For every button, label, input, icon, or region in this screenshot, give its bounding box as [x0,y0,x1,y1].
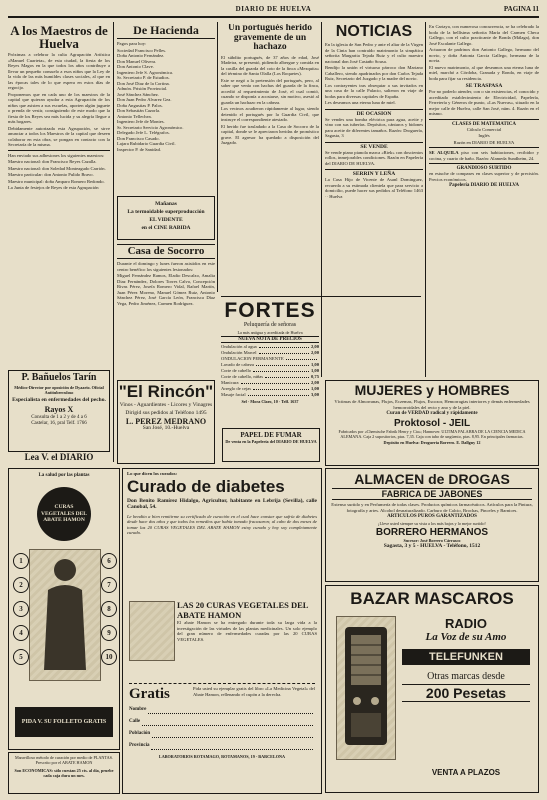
paragraph: En Cartaya, con numerosa concurrencia, se ha celebrado la boda de la bellísima señorita María del Carmen Checa Gallego, con el culto practicante de Bonda (Málaga), don José Escalante Gallego. [429,24,539,46]
mujeres-ad [325,380,539,466]
paragraph: Maestro particular: don Antonio Pulido Bravo. [8,172,94,177]
notice-line: en el CINE RABIDA [141,225,191,231]
coupon-head [8,752,120,794]
form-line[interactable] [148,705,313,714]
bazar-copy [398,616,534,756]
ad-spec: Especialista en enfermedades del pecho. [12,397,106,403]
price-item: Lavado de cabeza [221,361,254,367]
cura-number: 7 [101,577,117,593]
paragraph: Los vecinos acudieron rápidamente al lugar, siendo detenido el portugués por la Guardia Civil, que instruye el correspondiente atestado. [221,106,319,122]
payee-item: Sr. Secretario P. de Estudios. [117,75,170,80]
curado-ad [122,468,322,794]
ad-rule [325,109,423,110]
cura-number: 3 [13,601,29,617]
ad-hours: Consulta de 1 a 2 y de 4 a 6 [31,414,87,420]
payee-item: Don Francisco Casado. [117,135,160,141]
ad-sub2: La más antigua y acreditada de Huelva [237,329,303,335]
papel-ad [222,428,320,462]
payee-item: Don Manuel Olivera. [117,58,157,64]
ad-address: Castelar, 16, pral Telf. 1766 [31,421,87,426]
price-item: Corte de cabello, niñas [221,373,264,379]
paragraph: Maestro nacional: don Francisco Reyes Cazalla. [8,159,97,164]
ad-subtitle: FABRICA DE JABONES [332,488,532,500]
gratis-title: Gratis [129,686,170,702]
ad-owner: L. PEREZ MEDRANO [125,417,207,426]
notice-line: Mañanas [155,201,177,207]
classified-ads [325,109,423,200]
grandioso-title: GRANDIOSO SURTIDO [456,166,512,171]
article-title: Casa de Socorro [117,244,215,259]
radio-icon [337,617,395,759]
ad-successor: Sucesor: José Borrero Cárrasco [403,537,461,543]
form-label: Provincia [129,743,150,748]
gratis-coupon [129,683,315,788]
paragraph: Maestro municipal: doña Amparo Romero Redondo. [8,178,105,184]
ad-footer: VENTA A PLAZOS [431,768,501,777]
ad-made: Fabricados por «Chemische Fabrik Henry y Cia»; Hannover. ULTIMA PALABRA DE LA CIENCIA MEDICA ALEMANA. Caja 2 supositorios, ptas. 7,35. Caja con tubo de ungüento, ptas. 8,95. En principales farmacias. [338,428,526,439]
rincon-ad [117,380,215,464]
ad-title: SE VENDE [360,143,388,150]
article-title: Un portugués herido gravemente de un hachazo [228,24,312,52]
maths-line: Inglés [478,133,490,138]
maths-lines [429,127,539,146]
grandioso-text: en estuche de compases en clases superior y de precisión. Precios económicos. [429,171,539,182]
payee-item: Antonio Tellechea. [117,113,152,119]
ad-guaranteed: ARTICULOS PUROS GARANTIZADOS [387,514,477,519]
abate-poster [8,468,120,750]
paragraph: Maestro nacional: don Soledad Monteagudo Carrión. [8,165,106,171]
ad-title: PAPEL DE FUMAR [240,431,302,439]
ad-line2: Dirigid sus pedidos al Teléfono 1495 [125,409,207,416]
poster-bottom: PIDA V. SU FOLLETO GRATIS [15,707,113,737]
article-title: De Hacienda [117,24,215,39]
traspasa-title: SE TRASPASA [465,83,503,89]
ad-text: Extenso surtido y en Perfumería de todas clases. Productos químicos farmacéuticos. Artículos para la Pintura, fotografía y artes. Alcohol desnaturalizado. Carburo de Calcio, Brochas, Pinceles y Barnices. [331,502,533,513]
payee-item: Inspector P. de Sanidad. [117,146,162,152]
price-item: Manicura [221,379,239,385]
maths-line: Cálculo Comercial [466,126,502,132]
ad-title: BAZAR MASCAROS [350,589,514,608]
paragraph: Este se negó a la pretensión del portugués, pero, al saber que venía con hachas del guarda de la finca, accedió al requerimiento de José, el cual comió, cuando se disponía a acostarse, sin motivo, asestó al guarda un hachazo en la cabeza. [221,77,319,105]
article-intro: Pagos para hoy: [117,41,147,46]
payee-item: Doña Angustias P. Palos. [117,102,163,108]
cura-number: 1 [13,553,29,569]
ad-quote: Le bendito a bien remitirme su certificado de curación en el cual hace constar que sufría de diabetes desde hace dos años y que todos los remedios que había tomado fracasaron; al cabo de dos meses de tomar las 20 CURAS VEGETALES DEL ABATE HAMON estoy curado y hoy soy completamente curado. [127,513,317,535]
ad-address: Sagasta, 3 y 5 - HUELVA - Teléfono, 1512 [383,542,481,549]
price-list-title: NUEVA NOTA DE PRECIOS [221,336,319,343]
payee-item: Doña Antonio Fernández. [117,53,165,58]
paragraph: El nuevo matrimonio, al que deseamos una eterna luna de miel, marchó a Córdoba, Granada y Ronda, en viaje de boda para fijar su residencia. [429,64,539,81]
person-illustration [29,549,101,681]
ad-address: LABORATORIOS ROTAMAGO, ROTAMANOS, 19 - BARCELONA [158,754,286,759]
ad-address: Sel · Mora Claro, 10 · Telf. 1637 [241,398,299,404]
ad-slogan: ¡Lleve usted siempre su vista a los más bajos y lo mejor surtido! [378,520,486,526]
ad-kicker: Lo que dicen los curados: [127,471,178,476]
ad-curar: Curan de VERDAD radical y rápidamente [386,411,478,416]
ad-rays: Rayos X [44,404,74,414]
payee-item: Don José Diaz de la Cortina. [117,80,170,86]
paragraph: La Junta de festejos de Reyes de esta Agrupación [8,185,99,190]
ad-text: Víctimas de Almorranas, Flujos, Eczemas, Flujos, Escozor, Hemorragias interiores y demás enfermedades hemorroidales del recto y ano y de la piel. [334,399,530,410]
column-rule [113,22,114,462]
ad-text: Se vende piano pianola marca «Riek» con doscientos rollos, inmejorables condiciones. Razón en Papelería del DIARIO DE HUELVA. [325,149,423,166]
ad-text: Se vendes una bomba eléctrica para agua, aceite y vino con sus tuberías. Depósitos, cántaros y bidones para aceite de diferentes tamaños. Razón: Droguería, Sagasta, 3 [325,116,423,138]
payee-item: José Sánchez Sánchez. [117,91,159,97]
cine-notice [117,196,215,240]
payee-item: Don Antonio Clave. [117,64,154,69]
paragraph: Les deseamos una eterna luna de miel. [325,100,396,105]
article-title: A los Maestros de Huelva [10,24,108,51]
article-body [325,42,423,106]
price-item: Ondulación al agua [221,343,257,349]
paragraph: El herido fue trasladado a la Casa de Socorro de la capital, donde se le apreciaron heridas de pronóstico grave. El agresor ha quedado a disposición del Juzgado. [221,123,319,145]
gratis-text: Pida usted su ejemplar gratis del libro «La Medicina Vegetal» del Abate Hamon, rellenando el cupón a la derecha. [193,686,315,697]
newspaper-title: DIARIO DE HUELVA [235,5,312,13]
price-item: Corte de cabello [221,367,252,373]
payee-item: Ingeniero Jefe S. Agronómica. [117,69,174,75]
column-notices [429,24,539,374]
price-item: ONDULACION PERMANENTE [221,355,284,361]
ad-desc: Médico-Director por oposición de Dyaario. Oficial Antituberculoso [14,385,104,395]
ad-title: "El Rincón" [118,382,214,401]
figure-icon [30,550,100,680]
article-names: Miguel Fernández Ramos, Eladio Descalzo, Amalia Diaz Fernández, Dolores Torres Calvo, Concepción Rivas Pérez, Josefa Romero Vidal, Rafael Martín, Juan Pérez Moreno, Manuel Gómez Ruiz, Antonio Sánchez Pérez, José García León, Francisca Díaz Vega, Pedro Jiménez, Carmen Rodríguez. [117,273,215,306]
paragraph: Actuaron de padrinos don Antonio Gallego, hermano del novio, y doña Antonia Garcia Gallego, hermana de la novia. [429,47,539,63]
price-value: 1,00 [310,361,319,367]
price-value: 2,00 [310,349,319,355]
price-row [221,392,319,398]
paragraph: Bendijo la unión el virtuoso párroco don Mariano Caballero, siendo apadrinados por don Carlos Tejada Ruiz, Secretario del Juzgado y la madre del novio. [325,65,423,81]
payee-item: Lajara Rubidario Guardia Civil. [117,141,176,146]
form-line[interactable] [142,717,313,726]
drogas-ad [325,468,539,582]
ad-label1: RADIO [445,616,487,631]
ad-text: La Casa Hijo de Vicente de Asanl Dominguez, recuerda a su estimada clientela que para servicio a domicilio, puede hacer sus pedidos al Teléfono 1463 ·· Huelva [325,177,423,199]
fortes-ad [221,300,319,425]
ad-label2: La Voz de su Amo [425,631,507,643]
ad-title: MUJERES y HOMBRES [354,382,510,398]
cura-number: 8 [101,601,117,617]
price-item: Arreglo de cejas [221,385,252,391]
form-row [129,741,315,751]
curas-title: LAS 20 CURAS VEGETALES DEL ABATE HAMON [177,601,309,620]
bazar-ad [325,585,539,793]
article-body [8,52,110,148]
cura-number: 4 [13,625,29,641]
price-item: Ondulación Marcel [221,349,257,355]
paragraph: Próximas a celebrar la culta Agrupación Artística «Manuel Cuarteta», de esta ciudad, la fiesta de los Reyes Magos en la que todos los años contribuye a llevar un pequeño consuelo a esos niños que la Ley de la vida de las más humildes clases sociales, al que en las épocas tales de lo que espera en estos días de regocijo. [8,52,110,90]
payee-item: Delegado Jefe L. Telégrafos. [117,130,170,135]
maths-line: Razón en DIARIO DE HUELVA [453,139,515,145]
column-rule [321,22,322,377]
paragraph: Debidamente autorizada esta Agrupación, se sirve anunciar a todos los Maestros de la capital que deseen colaborar en esta obra, se pongan en contacto con la Secretaría de la misma. [8,125,110,147]
curas-text: El abate Hamon se ha entregado durante toda su larga vida a la investigación de las virtudes de las plantas medicinales. Un solo ejemplo del gran número de enfermedades curadas por las 20 CURAS VEGETALES. [177,620,317,642]
form-label: Calle [129,719,141,724]
ad-brand: TELEFUNKEN [402,649,530,665]
cura-number: 2 [13,577,29,593]
price-value: 3,00 [310,391,319,397]
ad-address: San José, 10.-Huelva [142,425,190,431]
ad-title: Curado de diabetes [127,476,285,496]
price-value: 2,00 [310,343,319,349]
coupon-form [129,705,315,751]
portrait-photo [129,601,175,661]
form-row [129,729,315,739]
page-header [8,4,539,18]
page-number: PAGINA 11 [503,5,539,13]
traspasa-text: Por no poderlo atender, con o sin existencias, el conocido y acreditado establecimiento de Electricidad, Papelería, Ferretería y Géneros de punto, «Las Nuevas», situado en la mejor calle de Huelva, calle San José, núm. 4. Razón en el mismo. [429,89,539,116]
paragraph: Los contrayentes tras obsequiar a sus invitados en una casa de la calle Palacio, salieron en viaje de bodas para diversas capitales de España. [325,82,423,99]
ad-title: SERRIN Y LEÑA [352,171,396,177]
ad-rule [325,142,423,143]
tarin-ad [8,370,110,452]
price-item: Masaje facial [221,391,246,397]
price-value: 1,00 [310,385,319,391]
payee-item: Sr. Secretario Servicio Agronómico. [117,124,184,130]
form-line[interactable] [152,729,313,738]
column-noticias [325,24,423,374]
column-maestros [8,24,110,364]
paragraph: El súbdito portugués, de 37 años de edad, José Madeira, se presentó, pidiendo albergue y comida en la casilla del guarda del coto de la finca «Mezquita» del término de Santa Olalla (Los Roquetes). [221,54,319,76]
poster-top: La salud por las plantas [38,473,90,478]
price-value: 0,75 [310,373,319,379]
cura-number: 6 [101,553,117,569]
column-portugues [221,24,319,294]
ad-price: 200 Pesetas [402,684,530,702]
column-hacienda [117,24,215,214]
ad-line1: Vinos - Aguardientes - Licores y Vinagres [119,402,213,408]
payee-item: Admón. Prisión Provincial. [117,86,168,91]
grandioso-foot: Papelería DIARIO DE HUELVA [449,183,519,188]
piso-text: piso con seis habitaciones, recibidor y cocina, y cuarto de baño. Razón: Alameda Sundheim, 24. [429,150,539,161]
paragraph: En la iglesia de San Pedro y ante el altar de la Virgen de la Cinta han contraído matrimonio la simpática señorita Margarita Tejada Ruiz y el culto maestro nacional don José Castaño Sousa. [325,42,423,64]
column-socorro [117,244,215,370]
ad-name: P. Bañuelos Tarín [21,372,97,383]
article-body [221,55,319,146]
coupon-footer: Son ECONOMICAS: sólo cuestan 25 cts. al día, pruebe cada caja dura un mes. [14,768,114,778]
payee-item: Sociedad Francisco Pelles. [117,47,167,53]
form-row [129,717,315,727]
ad-title: ALMACEN de DROGAS [354,471,510,487]
column-rule [425,22,426,377]
lea-diario-slogan: Lea V. el DIARIO [24,452,94,462]
paragraph: Han enviado sus adhesiones los siguientes maestros: [8,152,105,158]
payee-item: Don Juan Pedro Alvarez Gea. [117,97,172,102]
form-row [129,705,315,715]
form-label: Nombre [129,707,147,712]
paragraph: Proponemos que en cada uno de los maestros de la capital que quieran ayudar a esta Agrupación de los niños que asisten a sus escuelas, aporten algún juguete o prenda de vestir, consiguiendo de este modo que la fiesta de los Reyes sea más lucida y su alegría llegue a más hogares. [8,91,110,124]
ad-sub: De venta en la Papelería del DIARIO DE HUELVA [225,439,317,444]
cura-number: 10 [101,649,117,665]
payee-item: Don Sebastián Cazorla. [117,108,161,113]
ad-sub1: Peluquería de señoras [243,322,297,328]
payee-item: Ingeniero Jefe de Montes. [117,119,165,124]
coupon-text: Maravilloso método de curación por medio de PLANTAS. Prescrito por el ABATE HAMON [14,755,114,765]
poster-circle: CURAS VEGETALES DEL ABATE HAMON [37,487,91,541]
curas-block [177,601,317,661]
payee-list [117,48,215,153]
article-intro: Durante el domingo y lunes fueron asistidos en este centro benéfico los siguientes lesionados: [117,261,215,272]
cura-number: 5 [13,649,29,665]
article-body [429,24,539,81]
radio-illustration [336,616,396,760]
cura-number: 9 [101,625,117,641]
form-line[interactable] [151,741,313,750]
maths-title: CLASES DE MATEMATICA [452,121,516,127]
column-rule [217,22,218,292]
ad-rule [325,169,423,170]
form-label: Población [129,731,151,736]
price-value: 2,00 [310,379,319,385]
ad-product: Proktosol - JEIL [393,417,471,429]
article-title: NOTICIAS [335,24,413,40]
ad-depot: Depósito en Huelva: Droguería Borrero. E. Dallgny 12 [383,439,481,445]
ad-title: DE OCASION [356,110,392,117]
ad-company: BORRERO HERMANOS [375,526,489,538]
notice-line: La termoidable superproducción [127,209,205,215]
ad-title: FORTES [224,300,316,322]
ad-offer: Otras marcas desde [427,671,505,682]
notice-line: EL VIDENTE [149,217,183,223]
ad-name: Don Benito Ramírez Hidalgo, Agricultor, habitante en Lebrija (Sevilla), calle Canobal, 54. [127,497,317,510]
price-value: 1,00 [310,367,319,373]
article-adhesions [8,153,110,191]
piso-title: SE ALQUILA [429,150,459,155]
price-list [221,344,319,398]
